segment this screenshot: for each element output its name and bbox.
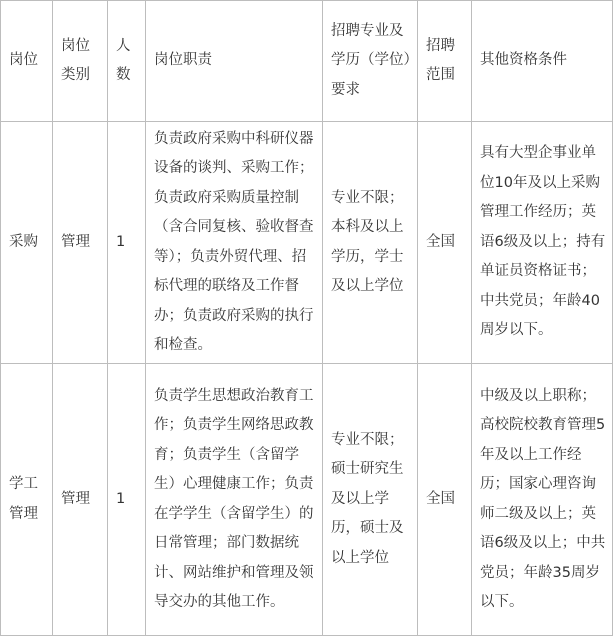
header-major-degree: 招聘专业及学历（学位）要求: [323, 1, 418, 122]
cell-major-degree: 专业不限；硕士研究生及以上学历，硕士及以上学位: [323, 364, 418, 636]
cell-count: 1: [108, 122, 146, 364]
cell-other: 具有大型企事业单位10年及以上采购管理工作经历；英语6级及以上；持有单证员资格证书；中共党员；年龄40周岁以下。: [472, 122, 613, 364]
cell-duties: 负责学生思想政治教育工作；负责学生网络思政教育；负责学生（含留学生）心理健康工作；负责在学学生（含留学生）的日常管理；部门数据统计、网站维护和管理及领导交办的其他工作。: [146, 364, 323, 636]
cell-position: 学工管理: [1, 364, 53, 636]
header-category: 岗位类别: [53, 1, 108, 122]
cell-other: 中级及以上职称；高校院校教育管理5年及以上工作经历；国家心理咨询师二级及以上；英语6级及以上；中共党员；年龄35周岁以下。: [472, 364, 613, 636]
header-position: 岗位: [1, 1, 53, 122]
cell-scope: 全国: [418, 122, 472, 364]
cell-category: 管理: [53, 122, 108, 364]
cell-duties: 负责政府采购中科研仪器设备的谈判、采购工作；负责政府采购质量控制（含合同复核、验收督查等）；负责外贸代理、招标代理的联络及工作督办；负责政府采购的执行和检查。: [146, 122, 323, 364]
table-row: [1, 122, 613, 364]
cell-count: 1: [108, 364, 146, 636]
cell-scope: 全国: [418, 364, 472, 636]
cell-category: 管理: [53, 364, 108, 636]
table-row: [1, 364, 613, 636]
cell-major-degree: 专业不限；本科及以上学历，学士及以上学位: [323, 122, 418, 364]
cell-position: 采购: [1, 122, 53, 364]
header-other: 其他资格条件: [472, 1, 613, 122]
header-count: 人数: [108, 1, 146, 122]
header-row: [1, 1, 613, 122]
header-duties: 岗位职责: [146, 1, 323, 122]
header-scope: 招聘范围: [418, 1, 472, 122]
